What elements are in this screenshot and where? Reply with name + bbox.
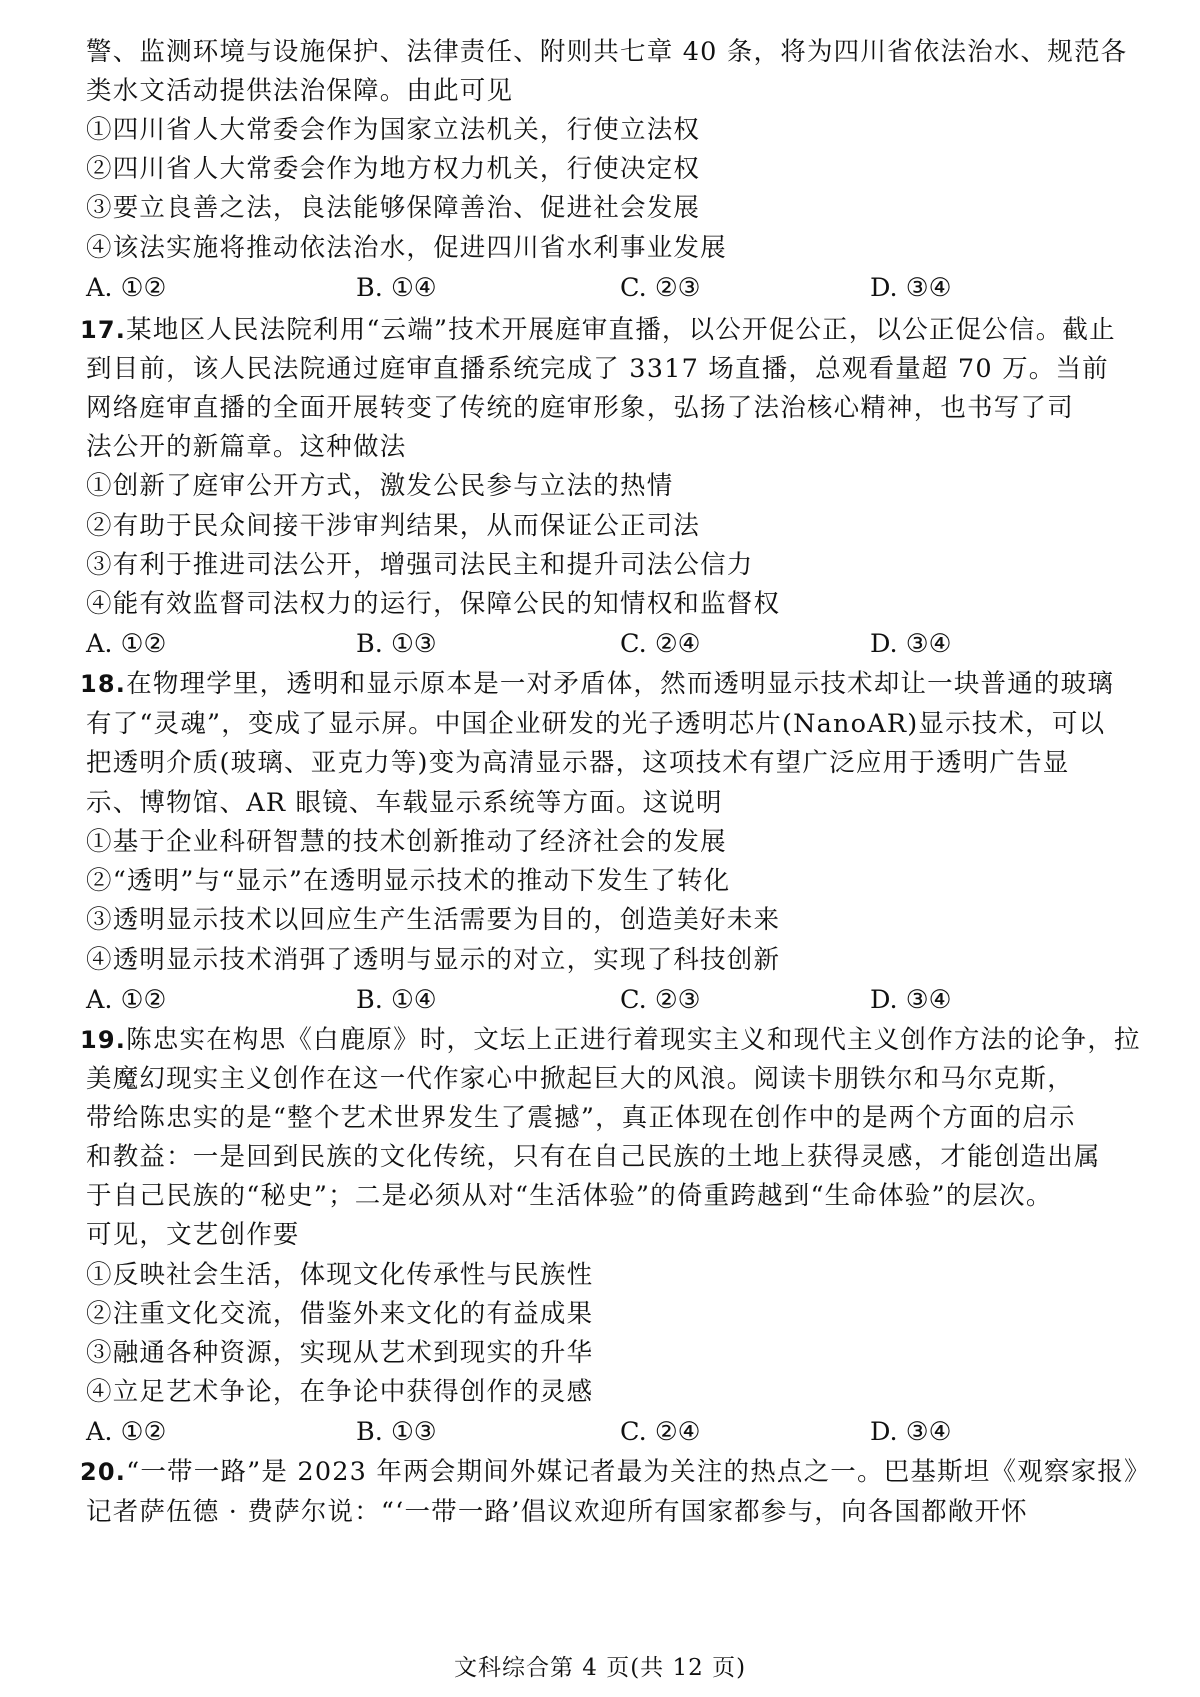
question-18-line-2: 有了“灵魂”，变成了显示屏。中国企业研发的光子透明芯片(NanoAR)显示技术，可以 xyxy=(86,709,1106,739)
question-18-line-3: 把透明介质(玻璃、亚克力等)变为高清显示器，这项技术有望广泛应用于透明广告显 xyxy=(86,748,1070,778)
question-17-line-2: 到目前，该人民法院通过庭审直播系统完成了 3317 场直播，总观看量超 70 万。当前 xyxy=(86,354,1109,384)
answer-options xyxy=(86,980,1166,1020)
question-text: “一带一路”是 2023 年两会期间外媒记者最为关注的热点之一。巴基斯坦《观察家报》 xyxy=(126,1457,1151,1487)
question-18-line-1 xyxy=(80,664,1160,704)
statement: ③有利于推进司法公开，增强司法民主和提升司法公信力 xyxy=(86,550,754,580)
question-19-line-6: 可见，文艺创作要 xyxy=(86,1220,300,1250)
option-d: D. ③④ xyxy=(870,985,952,1015)
statement: ③融通各种资源，实现从艺术到现实的升华 xyxy=(86,1338,594,1368)
statement: ①基于企业科研智慧的技术创新推动了经济社会的发展 xyxy=(86,827,727,857)
statement: ①四川省人大常委会作为国家立法机关，行使立法权 xyxy=(86,115,701,145)
option-d: D. ③④ xyxy=(870,1417,952,1447)
option-b: B. ①④ xyxy=(356,273,437,303)
intro-line-1: 警、监测环境与设施保护、法律责任、附则共七章 40 条，将为四川省依法治水、规范各 xyxy=(86,37,1128,67)
question-number: 19. xyxy=(80,1026,127,1054)
option-a: A. ①② xyxy=(86,273,167,303)
option-b: B. ①③ xyxy=(356,1417,437,1447)
statement: ④立足艺术争论，在争论中获得创作的灵感 xyxy=(86,1377,594,1407)
answer-options xyxy=(86,624,1166,664)
intro-line-2: 类水文活动提供法治保障。由此可见 xyxy=(86,76,514,106)
question-text: 某地区人民法院利用“云端”技术开展庭审直播，以公开促公正，以公正促公信。截止 xyxy=(126,315,1116,345)
option-c: C. ②③ xyxy=(620,985,701,1015)
option-c: C. ②③ xyxy=(620,273,701,303)
answer-options xyxy=(86,268,1166,308)
page-footer: 文科综合第 4 页(共 12 页) xyxy=(453,1655,747,1681)
question-19-line-2: 美魔幻现实主义创作在这一代作家心中掀起巨大的风浪。阅读卡朋铁尔和马尔克斯， xyxy=(86,1064,1074,1094)
question-19-line-1 xyxy=(80,1020,1160,1060)
question-20-line-2: 记者萨伍德 · 费萨尔说：“‘一带一路’倡议欢迎所有国家都参与，向各国都敞开怀 xyxy=(86,1497,1028,1527)
statement: ②“透明”与“显示”在透明显示技术的推动下发生了转化 xyxy=(86,866,731,896)
question-number: 20. xyxy=(80,1458,127,1486)
option-a: A. ①② xyxy=(86,985,167,1015)
question-20-line-1 xyxy=(80,1452,1160,1492)
question-text: 在物理学里，透明和显示原本是一对矛盾体，然而透明显示技术却让一块普通的玻璃 xyxy=(126,669,1115,699)
question-18-line-4: 示、博物馆、AR 眼镜、车载显示系统等方面。这说明 xyxy=(86,788,723,818)
statement: ④能有效监督司法权力的运行，保障公民的知情权和监督权 xyxy=(86,589,781,619)
statement: ①创新了庭审公开方式，激发公民参与立法的热情 xyxy=(86,471,674,501)
question-17-line-3: 网络庭审直播的全面开展转变了传统的庭审形象，弘扬了法治核心精神，也书写了司 xyxy=(86,393,1074,423)
question-19-line-3: 带给陈忠实的是“整个艺术世界发生了震撼”，真正体现在创作中的是两个方面的启示 xyxy=(86,1103,1076,1133)
statement: ②有助于民众间接干涉审判结果，从而保证公正司法 xyxy=(86,511,701,541)
question-number: 18. xyxy=(80,670,127,698)
option-a: A. ①② xyxy=(86,629,167,659)
option-b: B. ①③ xyxy=(356,629,437,659)
question-17-line-1 xyxy=(80,310,1160,350)
question-19-line-5: 于自己民族的“秘史”；二是必须从对“生活体验”的倚重跨越到“生命体验”的层次。 xyxy=(86,1181,1053,1211)
question-text: 陈忠实在构思《白鹿原》时，文坛上正进行着现实主义和现代主义创作方法的论争，拉 xyxy=(126,1025,1141,1055)
answer-options xyxy=(86,1412,1166,1452)
statement: ④透明显示技术消弭了透明与显示的对立，实现了科技创新 xyxy=(86,945,781,975)
option-d: D. ③④ xyxy=(870,629,952,659)
question-19-line-4: 和教益：一是回到民族的文化传统，只有在自己民族的土地上获得灵感，才能创造出属 xyxy=(86,1142,1101,1172)
statement: ②注重文化交流，借鉴外来文化的有益成果 xyxy=(86,1299,594,1329)
option-c: C. ②④ xyxy=(620,1417,701,1447)
statement: ①反映社会生活，体现文化传承性与民族性 xyxy=(86,1260,594,1290)
option-b: B. ①④ xyxy=(356,985,437,1015)
statement: ③要立良善之法，良法能够保障善治、促进社会发展 xyxy=(86,193,701,223)
option-d: D. ③④ xyxy=(870,273,952,303)
statement: ③透明显示技术以回应生产生活需要为目的，创造美好未来 xyxy=(86,905,781,935)
statement: ④该法实施将推动依法治水，促进四川省水利事业发展 xyxy=(86,233,727,263)
option-a: A. ①② xyxy=(86,1417,167,1447)
question-number: 17. xyxy=(80,316,127,344)
statement: ②四川省人大常委会作为地方权力机关，行使决定权 xyxy=(86,154,701,184)
question-17-line-4: 法公开的新篇章。这种做法 xyxy=(86,432,407,462)
option-c: C. ②④ xyxy=(620,629,701,659)
